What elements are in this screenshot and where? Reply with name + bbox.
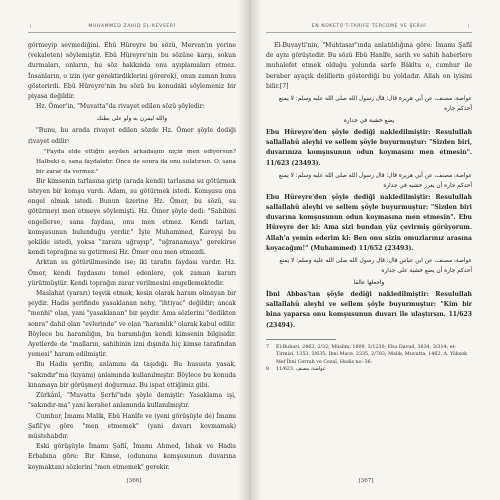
arabic-block: يضع خشبة في جداره <box>343 118 395 125</box>
paragraph: "Bunu, bu arada rivayet edilen sözde Hz. Ömer şöyle dediği rivayet edilir: <box>28 127 236 145</box>
left-page <box>28 20 240 490</box>
paragraph: El-Buvayti'nin, "Muhtasar"ında anlatıldığına göre: İmamı Şafiî de aynı görüştedir. Bu sözü Ebû Hanîfe, sarih ve sahih haberlere muhalefet etmek olduğu yolunda sarfe Bâkîtu o, cumhur ile beraber ayaçık delillerin gösterdiği bu yoldadır. Allah en iyisini bilir.[7] <box>266 42 472 90</box>
paragraph: görmeyip sevmediğini. Ebû Hüreyre bu sözü, Mervan'ın yerine (vekaleten) söylemiştir. Ebû Hüreyre'nin bu sözüne karşı, sokun durmaları, onların, bu söz hakkında onu ayıplamaları etmez. İnsanların, o izin (yer gerektirdiklerini görerek), onun zaman bunu gösterirdi. Ebû Hüreyre'nin bu sözü bu konudaki söylemeniz bir piyasa değildir. <box>28 42 236 101</box>
left-running-head: | MUHAMMED ZAHID EL-KEVSERİ <box>28 20 236 33</box>
right-page <box>260 20 472 490</box>
paragraph: Arktan su götürülmesinde ise; iki tarafın faydası vardır. Hz. Ömer, kendi faydasını temel edenlere, çok zaman kararı yürütmüştür. Kendi toprağın zarar verilmesini engellemektedir. <box>28 259 236 287</box>
right-running-head-text: EN NÜKETÜ'T-TARİFE TERCÜME VE ŞERHİ <box>311 24 427 29</box>
footnote-rule <box>266 339 336 340</box>
arabic-block: عواصة، مصنف، عن أبي هريرة قال: قال رسول الله صلى الله عليه وسلم: لا يمنع أحدكم جاره أن يغرز خشبه في جداره <box>278 172 472 189</box>
paragraph: Maslahat (yararı) teşvik etmek, kesin olarak haram olmayan bir şeydir. Hadis şerifinde yasaklanan nehy, "ihtiyac" değildir; ancak "menhi" olan, yani "yasaklanan" bir şeydir. Ama sözlerini "dedikten sonra" dahil olan "evlerinde" ve olan "haramlık" olarak kabul edilir. Böylece bu haramlığın, bu haramlığın kendi kimsenin bilgisidir. Ayetlerde de "malların, sahibinin izni dışında hiç kimse tarafından yemesi" haram edilmiştir. <box>28 290 236 359</box>
footnote-text: 11/623. عواصة، مصنف <box>276 367 326 373</box>
paragraph: Hz. Ömer'in, "Muvatta"da rivayet edilen sözü şöyledir: <box>36 103 205 111</box>
footnote <box>266 344 472 366</box>
hadith-translation: Ebu Hüreyre'den şöyle dediği nakledilmiştir: Resulullah sallallahü aleyhi ve sellem şöyle buyurmuştur: "Sizden biri duvarına komşusunun odun koymasına men etmesin". Ebu Hüreyre der ki: Ama sizi bundan yüz çevirmiş görüyorum. Allah'a yemin ederim ki: Ben onu sizin omuzlarınız arasına koyacağım!" (Muhammed) 11/652 (23493). <box>266 193 472 252</box>
footnote <box>266 366 472 373</box>
paragraph: "Fayda elde ettiğin şeyden arkadaşını niçin men ediyorsun? Halbuki o, sana faydalıdır. Önce de sonra da onu sulatırsın. O, sana bir zarar da vermez." <box>36 148 236 175</box>
paragraph: Bu Hadis şerifin, anlamını da taşıdığı. Bu hususta yasak, "sakındır"ma (kıyamı) anlamında kullanılmıştır. Böylece bu konuda kınamaya bir görüşmeyi doğurmaz. Bu ispat ettiğimiz gibi. <box>28 361 236 389</box>
hadith-translation: Ebu Hüreyre'den şöyle dediği nakledilmiştir: Resulullah sallallahü aleyhi ve sellem şöyle buyurmuştur: "Sizden biri, duvarınıza komşusunun odun koymasını men etmesin". 11/623 (23493). <box>266 129 472 167</box>
right-page-number: [367] <box>358 478 374 484</box>
footnote-text: El-Buhari, 2463, 2/32; Müslim, 1609, 3/1230; Ebu Davud, 3634, 3/314; et-Tirmizi, 1353, 3/635; İbni Mace, 2335, 2/783; Malik, Muvatta, 1462. A. Yüksek Mel'İbni Cerrah ve Cezaî, Hadis no: 36. <box>276 344 467 365</box>
arabic-block: عواصة، مصنف، عن ابن عباس قال: قال رسول الله صلى الله عليه وسلم: لا يمنع أحدكم جاره أن يضع خشبة على جداره <box>279 258 472 275</box>
left-page-number: [366] <box>126 478 142 484</box>
book-gutter <box>238 0 262 500</box>
paragraph: Zürkânî, "Muvatta Şerhi"nde şöyle demiştir: Yasaklama işi, "sakındır-ma" yani kerahet anlamında kullanılmıştır. <box>28 392 236 410</box>
left-running-head-text: MUHAMMED ZAHID EL-KEVSERİ <box>88 24 176 29</box>
arabic-block: واجعلها عالقا <box>353 280 385 287</box>
footnote-number: 7 <box>266 344 270 350</box>
paragraph: Cumhur, İmamı Malik, Ebû Hanîfe ve (yeni görüşüyle de) İmamı Şafiî'ye göre "men etmemek" (yani davarı kovmamak) müstehabdır. <box>28 412 236 440</box>
right-running-head: EN NÜKETÜ'T-TARİFE TERCÜME VE ŞERHİ | <box>266 20 472 33</box>
hadith-translation: İbni Abbas'tan şöyle dediği nakledilmiştir: Resulullah sallallahü aleyhi ve sellem şöyle buyurmuştur: "Kim bir bina yaparsa onu komşusunun duvarı ile ulaştırsın. 11/623 (23494). <box>266 291 472 329</box>
arabic-block: عواصة، مصنف، عن أبي هريرة قال: قال رسول الله صلى الله عليه وسلم: لا يمنع أحدكم جاره <box>278 96 472 113</box>
footnote-number: 8 <box>266 367 270 373</box>
arabic-quote: والله ليمرن به ولو على بطنك <box>96 116 168 123</box>
paragraph: Bir kimsenin tarlasına girip (arada kendi) tarlasına su götürmek isteyen bir komşu vardı. Adam, su götürmek istedi. Komşusu ona engel olmak istedi. Bunun üzerine Hz. Ömer, bu sözü, su götürmeyi men etmeye söylemişti. Hz. Ömer şöyle dedi: "Sahibini engellerse, sana faydası, onu men etmez. Kendi tarlan, komşusunun bulunduğu yerdir." İşte Muhammed, Kureyşi bu şekilde istedi, yoksa "zarara uğrayıp", "uğranamaya" gerekirse kendi toprağına su getirmesi Hz. Ömer onu men etmezdi. <box>28 177 236 257</box>
paragraph: Eski görüşüyle İmamı Şafiî, İmamı Ahmed, İshak ve Hadis Erbabına göre: Bir Kimse, (odununu komşusunun duvarına koymaktan) sözlerini "men etmemek" gerekir. <box>28 443 236 471</box>
